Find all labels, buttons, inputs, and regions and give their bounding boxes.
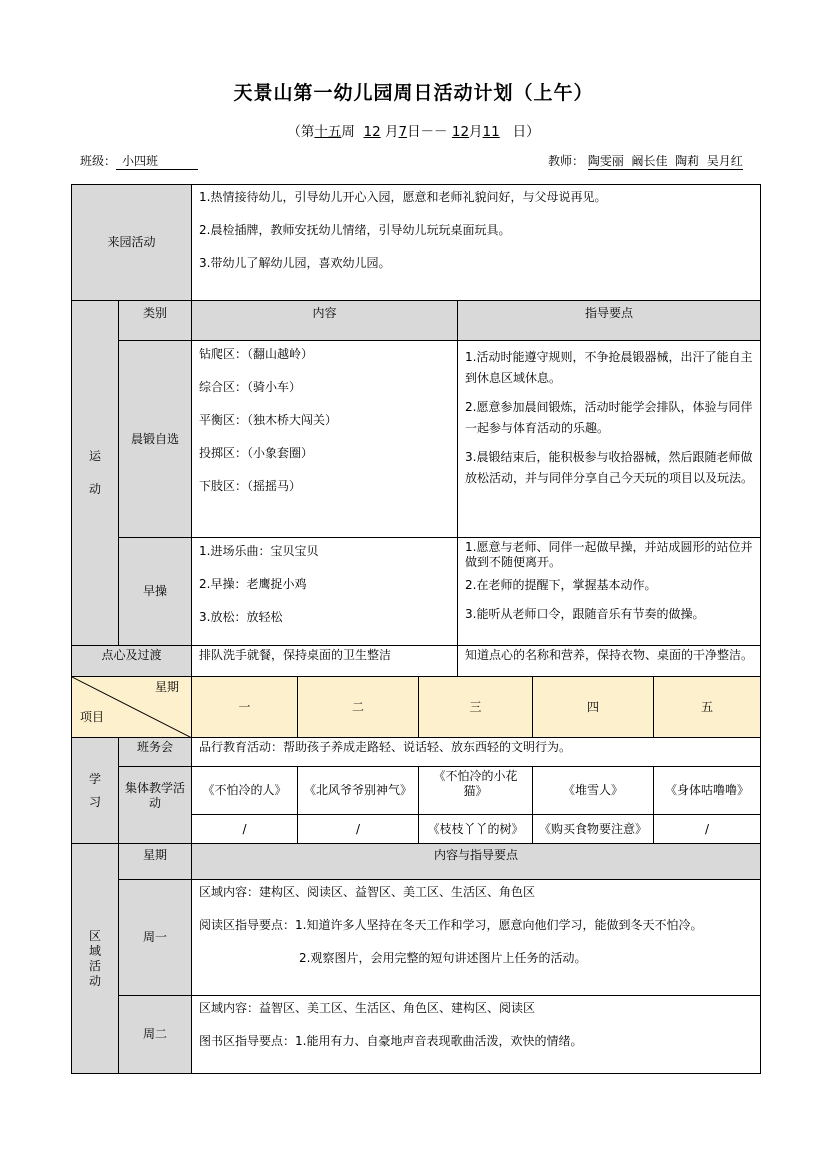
area-tuesday-label: 周二 (119, 996, 192, 1074)
month-char-2: 月 (469, 124, 483, 140)
snack-label: 点心及过渡 (72, 646, 192, 677)
area-label-2: 域 (88, 943, 101, 958)
group-label-2: 动 (149, 796, 162, 810)
subtitle-close: 日） (512, 124, 540, 140)
header-points: 指导要点 (458, 301, 761, 341)
day-tue: 二 (298, 677, 419, 738)
drill-item: 2.早操：老鹰捉小鸡 (199, 577, 307, 591)
day-char-1: 日－－ (407, 124, 448, 140)
week-header-corner (72, 677, 192, 738)
exercise-area: 钻爬区：（翻山越岭） (199, 347, 314, 361)
lesson-mon-1: 《不怕冷的人》 (192, 767, 298, 815)
guidance-point: 2.愿意参加晨间锻炼，活动时能学会排队，体验与同伴一起参与体育活动的乐趣。 (465, 400, 753, 435)
subtitle-open: （第 (287, 124, 315, 140)
area-content-label: 内容与指导要点 (192, 844, 761, 880)
morning-drill-points (458, 538, 761, 646)
morning-exercise-points (458, 341, 761, 538)
morning-exercise-label: 晨锻自选 (119, 341, 192, 538)
drill-item: 3.放松：放轻松 (199, 610, 283, 624)
teacher-info (548, 152, 743, 170)
arrival-label: 来园活动 (72, 185, 192, 301)
guidance-point: 1.愿意与老师、同伴一起做早操，并站成圆形的站位并做到不随便离开。 (465, 540, 753, 569)
morning-drill-label: 早操 (119, 538, 192, 646)
end-day: 11 (482, 124, 500, 140)
snack-points: 知道点心的名称和营养，保持衣物、桌面的干净整洁。 (458, 646, 761, 677)
class-label: 班级： (80, 154, 117, 168)
day-mon: 一 (192, 677, 298, 738)
month-char-1: 月 (384, 124, 399, 140)
area-tuesday-content (192, 996, 761, 1074)
exercise-area: 综合区：（骑小车） (199, 380, 302, 394)
area-label-4: 动 (88, 973, 101, 988)
day-fri: 五 (654, 677, 761, 738)
area-line: 2.观察图片，会用完整的短句讲述图片上任务的活动。 (299, 951, 587, 965)
week-number: 十五 (314, 124, 342, 140)
group-teaching-label (119, 767, 192, 844)
lesson-fri-2: / (654, 815, 761, 844)
day-thu: 四 (533, 677, 654, 738)
morning-exercise-content (192, 341, 458, 538)
area-line: 图书区指导要点：1.能用有力、自豪地声音表现歌曲活泼，欢快的情绪。 (199, 1034, 583, 1048)
lesson-wed-1: 《不怕冷的小花猫》 (419, 767, 533, 815)
guidance-point: 3.能听从老师口令，跟随音乐有节奏的做操。 (465, 607, 705, 621)
guidance-point: 1.活动时能遵守规则，不争抢晨锻器械，出汗了能自主到休息区域休息。 (465, 350, 753, 385)
area-line: 区域内容：益智区、美工区、生活区、角色区、建构区、阅读区 (199, 1001, 536, 1015)
header-content: 内容 (192, 301, 458, 341)
area-label-3: 活 (88, 958, 101, 973)
date-range (0, 120, 827, 140)
sport-label-1: 运 (88, 449, 101, 463)
lesson-thu-2: 《购买食物要注意》 (533, 815, 654, 844)
subtitle-week: 周 (341, 124, 355, 140)
study-label-2: 习 (88, 794, 101, 809)
snack-content: 排队洗手就餐，保持桌面的卫生整洁 (192, 646, 458, 677)
area-monday-content (192, 880, 761, 996)
lesson-wed-2: 《枝枝丫丫的树》 (419, 815, 533, 844)
guidance-point: 2.在老师的提醒下，掌握基本动作。 (465, 578, 657, 592)
weekday-label: 星期 (155, 680, 180, 694)
lesson-mon-2: / (192, 815, 298, 844)
page-title: 天景山第一幼儿园周日活动计划（上午） (233, 82, 594, 104)
group-label-1: 集体教学活 (125, 781, 186, 795)
sport-label-2: 动 (88, 482, 101, 496)
header-category: 类别 (119, 301, 192, 341)
lesson-thu-1: 《堆雪人》 (533, 767, 654, 815)
lesson-tue-1: 《北风爷爷别神气》 (298, 767, 419, 815)
area-line: 区域内容：建构区、阅读区、益智区、美工区、生活区、角色区 (199, 885, 536, 899)
class-info (80, 152, 198, 170)
study-label (72, 738, 119, 844)
area-label-1: 区 (88, 928, 101, 943)
arrival-item: 3.带幼儿了解幼儿园，喜欢幼儿园。 (199, 256, 391, 270)
area-line: 阅读区指导要点：1.知道许多人坚持在冬天工作和学习，愿意向他们学习，能做到冬天不怕冷。 (199, 918, 703, 932)
teacher-value: 陶雯丽 阚长佳 陶莉 吴月红 (587, 154, 743, 168)
arrival-item: 2.晨检插牌，教师安抚幼儿情绪，引导幼儿玩玩桌面玩具。 (199, 223, 511, 237)
plan-table (71, 184, 761, 1074)
start-day: 7 (398, 124, 408, 140)
drill-item: 1.进场乐曲：宝贝宝贝 (199, 544, 319, 558)
end-month: 12 (451, 124, 470, 140)
start-month: 12 (363, 124, 381, 140)
day-wed: 三 (419, 677, 533, 738)
teacher-label: 教师： (548, 154, 585, 168)
arrival-content (192, 185, 761, 301)
guidance-point: 3.晨锻结束后，能积极参与收拾器械，然后跟随老师做放松活动，并与同伴分享自己今天玩的项目以及玩法。 (465, 450, 754, 485)
arrival-item: 1.热情接待幼儿，引导幼儿开心入园，愿意和老师礼貌问好，与父母说再见。 (199, 190, 607, 204)
lesson-tue-2: / (298, 815, 419, 844)
study-label-1: 学 (88, 771, 101, 786)
exercise-area: 下肢区：（摇摇马） (199, 479, 302, 493)
morning-drill-content (192, 538, 458, 646)
exercise-area: 平衡区：（独木桥大闯关） (199, 413, 338, 427)
area-monday-label: 周一 (119, 880, 192, 996)
class-meeting-content: 品行教育活动：帮助孩子养成走路轻、说话轻、放东西轻的文明行为。 (192, 738, 761, 767)
class-meeting-label: 班务会 (119, 738, 192, 767)
sport-label (72, 301, 119, 646)
item-label: 项目 (80, 710, 105, 724)
exercise-area: 投掷区：（小象套圈） (199, 446, 314, 460)
lesson-fri-1: 《身体咕噜噜》 (654, 767, 761, 815)
area-weekday-label: 星期 (119, 844, 192, 880)
class-value: 小四班 (116, 152, 198, 170)
area-label (72, 844, 119, 1074)
